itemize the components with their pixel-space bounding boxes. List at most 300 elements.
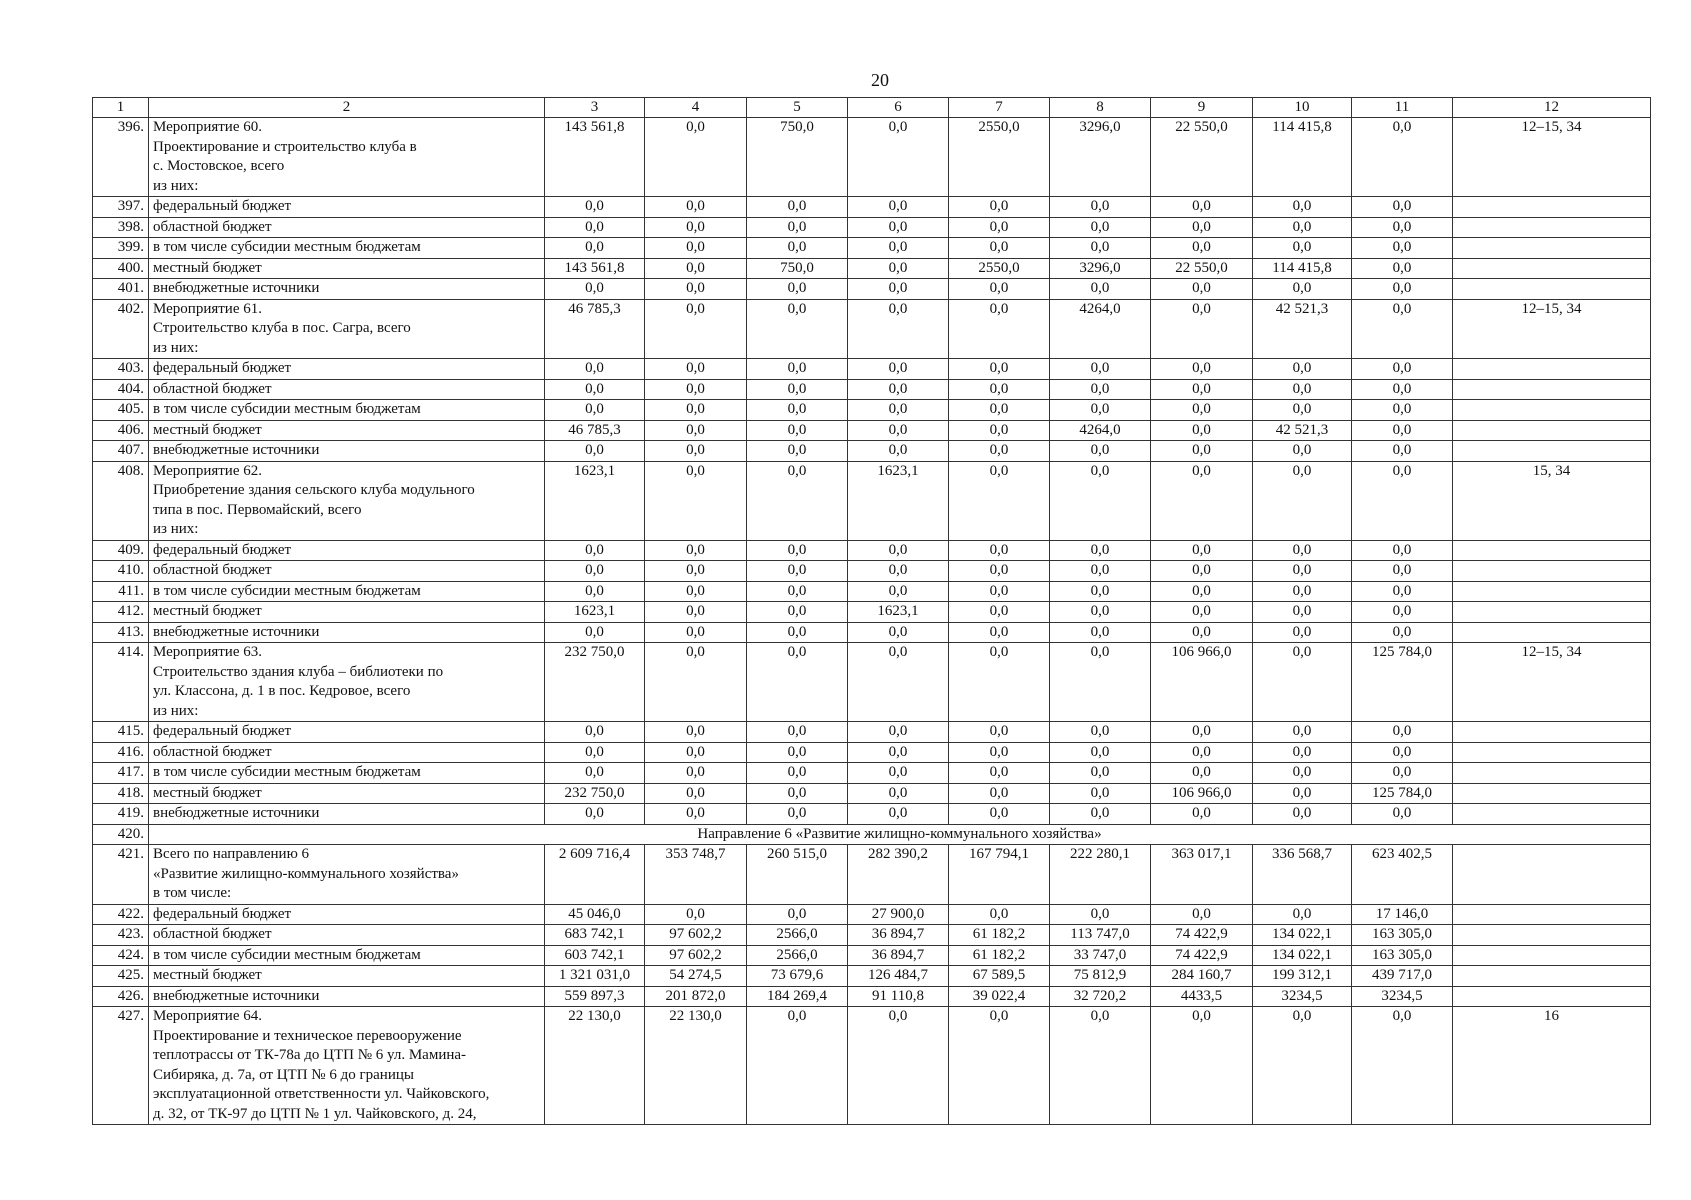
value-cell: 0,0 xyxy=(1352,299,1453,359)
column-header: 8 xyxy=(1050,98,1151,118)
row-name: федеральный бюджет xyxy=(149,359,545,380)
value-cell: 0,0 xyxy=(1151,279,1253,300)
value-cell: 750,0 xyxy=(747,258,848,279)
value-cell: 0,0 xyxy=(645,359,747,380)
value-cell: 0,0 xyxy=(949,197,1050,218)
value-cell: 0,0 xyxy=(747,742,848,763)
value-cell: 67 589,5 xyxy=(949,966,1050,987)
value-cell: 353 748,7 xyxy=(645,845,747,905)
value-cell: 0,0 xyxy=(747,783,848,804)
value-cell: 0,0 xyxy=(848,742,949,763)
row-number: 404. xyxy=(93,379,149,400)
value-cell: 0,0 xyxy=(1352,118,1453,197)
value-cell: 0,0 xyxy=(747,622,848,643)
value-cell: 125 784,0 xyxy=(1352,643,1453,722)
column-header: 6 xyxy=(848,98,949,118)
row-name: областной бюджет xyxy=(149,561,545,582)
value-cell: 0,0 xyxy=(545,279,645,300)
value-cell: 91 110,8 xyxy=(848,986,949,1007)
value-cell: 2566,0 xyxy=(747,925,848,946)
value-cell: 3296,0 xyxy=(1050,118,1151,197)
value-cell: 0,0 xyxy=(1253,763,1352,784)
value-cell: 0,0 xyxy=(949,238,1050,259)
value-cell: 0,0 xyxy=(949,379,1050,400)
value-cell: 439 717,0 xyxy=(1352,966,1453,987)
column-header: 7 xyxy=(949,98,1050,118)
row-number: 413. xyxy=(93,622,149,643)
value-cell: 22 550,0 xyxy=(1151,118,1253,197)
value-cell: 97 602,2 xyxy=(645,925,747,946)
value-cell: 32 720,2 xyxy=(1050,986,1151,1007)
value-cell: 0,0 xyxy=(1352,722,1453,743)
value-cell: 0,0 xyxy=(1151,561,1253,582)
value-cell: 0,0 xyxy=(1050,622,1151,643)
value-cell: 0,0 xyxy=(949,622,1050,643)
value-cell: 4264,0 xyxy=(1050,299,1151,359)
value-cell: 363 017,1 xyxy=(1151,845,1253,905)
value-cell: 0,0 xyxy=(1050,763,1151,784)
value-cell: 61 182,2 xyxy=(949,925,1050,946)
row-name: в том числе субсидии местным бюджетам xyxy=(149,238,545,259)
target-ref xyxy=(1453,400,1651,421)
value-cell: 0,0 xyxy=(545,742,645,763)
value-cell: 0,0 xyxy=(1253,279,1352,300)
value-cell: 0,0 xyxy=(949,217,1050,238)
value-cell: 114 415,8 xyxy=(1253,118,1352,197)
target-ref xyxy=(1453,945,1651,966)
value-cell: 0,0 xyxy=(1253,359,1352,380)
value-cell: 0,0 xyxy=(1253,622,1352,643)
value-cell: 0,0 xyxy=(1151,299,1253,359)
row-number: 409. xyxy=(93,540,149,561)
value-cell: 0,0 xyxy=(645,763,747,784)
table-row xyxy=(93,966,1651,987)
value-cell: 0,0 xyxy=(1352,561,1453,582)
value-cell: 1 321 031,0 xyxy=(545,966,645,987)
value-cell: 0,0 xyxy=(747,581,848,602)
row-name: областной бюджет xyxy=(149,217,545,238)
row-name: внебюджетные источники xyxy=(149,804,545,825)
table-row xyxy=(93,742,1651,763)
table-row xyxy=(93,904,1651,925)
value-cell: 0,0 xyxy=(545,217,645,238)
table-row xyxy=(93,238,1651,259)
value-cell: 33 747,0 xyxy=(1050,945,1151,966)
value-cell: 0,0 xyxy=(1352,258,1453,279)
value-cell: 0,0 xyxy=(645,197,747,218)
value-cell: 46 785,3 xyxy=(545,299,645,359)
target-ref xyxy=(1453,258,1651,279)
value-cell: 0,0 xyxy=(645,461,747,540)
row-number: 407. xyxy=(93,441,149,462)
column-header: 1 xyxy=(93,98,149,118)
row-name: местный бюджет xyxy=(149,783,545,804)
value-cell: 0,0 xyxy=(949,602,1050,623)
row-name: местный бюджет xyxy=(149,258,545,279)
value-cell: 0,0 xyxy=(1050,279,1151,300)
value-cell: 113 747,0 xyxy=(1050,925,1151,946)
value-cell: 0,0 xyxy=(1050,238,1151,259)
target-ref xyxy=(1453,561,1651,582)
value-cell: 0,0 xyxy=(848,379,949,400)
value-cell: 0,0 xyxy=(1352,763,1453,784)
value-cell: 0,0 xyxy=(848,118,949,197)
value-cell: 97 602,2 xyxy=(645,945,747,966)
value-cell: 0,0 xyxy=(1253,379,1352,400)
value-cell: 0,0 xyxy=(1050,804,1151,825)
value-cell: 134 022,1 xyxy=(1253,945,1352,966)
value-cell: 0,0 xyxy=(1151,602,1253,623)
table-row xyxy=(93,804,1651,825)
row-name: в том числе субсидии местным бюджетам xyxy=(149,581,545,602)
table-row xyxy=(93,441,1651,462)
value-cell: 0,0 xyxy=(747,763,848,784)
value-cell: 0,0 xyxy=(747,400,848,421)
value-cell: 0,0 xyxy=(645,904,747,925)
value-cell: 0,0 xyxy=(848,400,949,421)
value-cell: 0,0 xyxy=(545,238,645,259)
value-cell: 0,0 xyxy=(1050,441,1151,462)
table-row xyxy=(93,400,1651,421)
value-cell: 0,0 xyxy=(848,804,949,825)
value-cell: 0,0 xyxy=(545,763,645,784)
value-cell: 0,0 xyxy=(949,279,1050,300)
value-cell: 114 415,8 xyxy=(1253,258,1352,279)
value-cell: 0,0 xyxy=(747,561,848,582)
value-cell: 0,0 xyxy=(645,420,747,441)
value-cell: 0,0 xyxy=(1352,1007,1453,1125)
value-cell: 0,0 xyxy=(645,258,747,279)
target-ref xyxy=(1453,441,1651,462)
table-row xyxy=(93,118,1651,197)
value-cell: 0,0 xyxy=(1151,581,1253,602)
value-cell: 0,0 xyxy=(848,581,949,602)
target-ref xyxy=(1453,804,1651,825)
value-cell: 0,0 xyxy=(645,379,747,400)
target-ref xyxy=(1453,986,1651,1007)
value-cell: 0,0 xyxy=(848,279,949,300)
table-row xyxy=(93,945,1651,966)
row-name: Мероприятие 60. Проектирование и строительство клуба в с. Мостовское, всего из них: xyxy=(149,118,545,197)
value-cell: 0,0 xyxy=(645,742,747,763)
value-cell: 0,0 xyxy=(747,217,848,238)
value-cell: 75 812,9 xyxy=(1050,966,1151,987)
table-row xyxy=(93,643,1651,722)
value-cell: 0,0 xyxy=(1050,783,1151,804)
value-cell: 163 305,0 xyxy=(1352,945,1453,966)
row-number: 398. xyxy=(93,217,149,238)
row-number: 420. xyxy=(93,824,149,845)
column-header: 11 xyxy=(1352,98,1453,118)
table-row xyxy=(93,602,1651,623)
value-cell: 0,0 xyxy=(949,420,1050,441)
row-name: местный бюджет xyxy=(149,966,545,987)
value-cell: 2 609 716,4 xyxy=(545,845,645,905)
value-cell: 163 305,0 xyxy=(1352,925,1453,946)
value-cell: 282 390,2 xyxy=(848,845,949,905)
value-cell: 0,0 xyxy=(1253,904,1352,925)
value-cell: 0,0 xyxy=(1253,561,1352,582)
value-cell: 0,0 xyxy=(1050,602,1151,623)
value-cell: 0,0 xyxy=(545,379,645,400)
target-ref: 16 xyxy=(1453,1007,1651,1125)
value-cell: 22 550,0 xyxy=(1151,258,1253,279)
value-cell: 1623,1 xyxy=(545,602,645,623)
value-cell: 0,0 xyxy=(949,540,1050,561)
row-number: 422. xyxy=(93,904,149,925)
value-cell: 0,0 xyxy=(949,561,1050,582)
value-cell: 0,0 xyxy=(1253,1007,1352,1125)
row-name: областной бюджет xyxy=(149,925,545,946)
value-cell: 750,0 xyxy=(747,118,848,197)
value-cell: 0,0 xyxy=(747,279,848,300)
value-cell: 0,0 xyxy=(848,643,949,722)
value-cell: 0,0 xyxy=(747,804,848,825)
value-cell: 0,0 xyxy=(949,643,1050,722)
value-cell: 1623,1 xyxy=(848,461,949,540)
target-ref xyxy=(1453,238,1651,259)
value-cell: 36 894,7 xyxy=(848,925,949,946)
target-ref xyxy=(1453,602,1651,623)
value-cell: 0,0 xyxy=(747,441,848,462)
value-cell: 0,0 xyxy=(848,763,949,784)
value-cell: 0,0 xyxy=(1050,742,1151,763)
value-cell: 0,0 xyxy=(1253,238,1352,259)
value-cell: 0,0 xyxy=(645,400,747,421)
row-number: 421. xyxy=(93,845,149,905)
table-row xyxy=(93,461,1651,540)
target-ref xyxy=(1453,622,1651,643)
value-cell: 0,0 xyxy=(645,783,747,804)
value-cell: 0,0 xyxy=(747,359,848,380)
table-body xyxy=(93,118,1651,1125)
value-cell: 0,0 xyxy=(1151,359,1253,380)
value-cell: 0,0 xyxy=(1151,622,1253,643)
value-cell: 0,0 xyxy=(848,1007,949,1125)
value-cell: 0,0 xyxy=(1352,238,1453,259)
value-cell: 61 182,2 xyxy=(949,945,1050,966)
table-row xyxy=(93,783,1651,804)
value-cell: 0,0 xyxy=(747,299,848,359)
target-ref: 12–15, 34 xyxy=(1453,643,1651,722)
value-cell: 0,0 xyxy=(645,441,747,462)
value-cell: 54 274,5 xyxy=(645,966,747,987)
value-cell: 3234,5 xyxy=(1352,986,1453,1007)
value-cell: 0,0 xyxy=(949,299,1050,359)
value-cell: 184 269,4 xyxy=(747,986,848,1007)
section-heading: Направление 6 «Развитие жилищно-коммунального хозяйства» xyxy=(149,824,1651,845)
value-cell: 0,0 xyxy=(1151,379,1253,400)
row-name: внебюджетные источники xyxy=(149,279,545,300)
value-cell: 199 312,1 xyxy=(1253,966,1352,987)
value-cell: 0,0 xyxy=(949,400,1050,421)
value-cell: 22 130,0 xyxy=(645,1007,747,1125)
row-number: 408. xyxy=(93,461,149,540)
value-cell: 0,0 xyxy=(1151,217,1253,238)
value-cell: 0,0 xyxy=(1352,581,1453,602)
table-row xyxy=(93,845,1651,905)
target-ref xyxy=(1453,783,1651,804)
row-name: Мероприятие 62. Приобретение здания сельского клуба модульного типа в пос. Первомайский, всего из них: xyxy=(149,461,545,540)
row-name: областной бюджет xyxy=(149,742,545,763)
column-header: 2 xyxy=(149,98,545,118)
value-cell: 27 900,0 xyxy=(848,904,949,925)
table-row xyxy=(93,986,1651,1007)
row-name: местный бюджет xyxy=(149,420,545,441)
row-name: Мероприятие 61. Строительство клуба в пос. Сагра, всего из них: xyxy=(149,299,545,359)
column-header: 3 xyxy=(545,98,645,118)
value-cell: 0,0 xyxy=(1253,461,1352,540)
value-cell: 0,0 xyxy=(545,561,645,582)
value-cell: 0,0 xyxy=(1352,622,1453,643)
table-row xyxy=(93,561,1651,582)
target-ref xyxy=(1453,359,1651,380)
value-cell: 0,0 xyxy=(645,279,747,300)
value-cell: 106 966,0 xyxy=(1151,783,1253,804)
row-number: 401. xyxy=(93,279,149,300)
target-ref xyxy=(1453,379,1651,400)
value-cell: 0,0 xyxy=(747,722,848,743)
value-cell: 17 146,0 xyxy=(1352,904,1453,925)
row-name: в том числе субсидии местным бюджетам xyxy=(149,945,545,966)
value-cell: 0,0 xyxy=(1050,1007,1151,1125)
value-cell: 0,0 xyxy=(1050,561,1151,582)
table-row xyxy=(93,1007,1651,1125)
value-cell: 42 521,3 xyxy=(1253,299,1352,359)
value-cell: 0,0 xyxy=(1352,461,1453,540)
table-row xyxy=(93,299,1651,359)
value-cell: 0,0 xyxy=(747,461,848,540)
value-cell: 0,0 xyxy=(1050,722,1151,743)
value-cell: 260 515,0 xyxy=(747,845,848,905)
value-cell: 0,0 xyxy=(545,804,645,825)
value-cell: 0,0 xyxy=(1151,1007,1253,1125)
row-number: 424. xyxy=(93,945,149,966)
value-cell: 232 750,0 xyxy=(545,783,645,804)
value-cell: 0,0 xyxy=(848,540,949,561)
value-cell: 0,0 xyxy=(1253,540,1352,561)
row-name: федеральный бюджет xyxy=(149,722,545,743)
value-cell: 0,0 xyxy=(645,602,747,623)
value-cell: 0,0 xyxy=(1050,904,1151,925)
value-cell: 3296,0 xyxy=(1050,258,1151,279)
value-cell: 0,0 xyxy=(1151,904,1253,925)
value-cell: 232 750,0 xyxy=(545,643,645,722)
value-cell: 0,0 xyxy=(545,722,645,743)
value-cell: 0,0 xyxy=(545,540,645,561)
value-cell: 0,0 xyxy=(949,722,1050,743)
value-cell: 0,0 xyxy=(949,783,1050,804)
value-cell: 125 784,0 xyxy=(1352,783,1453,804)
table-row xyxy=(93,279,1651,300)
row-number: 418. xyxy=(93,783,149,804)
value-cell: 0,0 xyxy=(1151,742,1253,763)
value-cell: 0,0 xyxy=(1151,197,1253,218)
row-name: Всего по направлению 6 «Развитие жилищно-коммунального хозяйства» в том числе: xyxy=(149,845,545,905)
value-cell: 1623,1 xyxy=(545,461,645,540)
row-name: внебюджетные источники xyxy=(149,622,545,643)
target-ref xyxy=(1453,217,1651,238)
table-row xyxy=(93,197,1651,218)
value-cell: 0,0 xyxy=(645,622,747,643)
value-cell: 0,0 xyxy=(645,238,747,259)
value-cell: 0,0 xyxy=(1050,581,1151,602)
value-cell: 0,0 xyxy=(1151,441,1253,462)
target-ref xyxy=(1453,279,1651,300)
target-ref xyxy=(1453,925,1651,946)
table-row xyxy=(93,258,1651,279)
value-cell: 0,0 xyxy=(645,217,747,238)
row-number: 416. xyxy=(93,742,149,763)
row-number: 397. xyxy=(93,197,149,218)
value-cell: 0,0 xyxy=(949,904,1050,925)
value-cell: 0,0 xyxy=(1151,238,1253,259)
value-cell: 0,0 xyxy=(747,197,848,218)
row-number: 427. xyxy=(93,1007,149,1125)
value-cell: 0,0 xyxy=(1352,197,1453,218)
value-cell: 0,0 xyxy=(747,602,848,623)
value-cell: 2550,0 xyxy=(949,118,1050,197)
value-cell: 0,0 xyxy=(1151,420,1253,441)
table-row xyxy=(93,824,1651,845)
row-name: Мероприятие 64. Проектирование и техническое перевооружение теплотрассы от ТК-78а до ЦТП № 6 ул. Мамина- Сибиряка, д. 7а, от ЦТП № 6 до границы эксплуатационной ответственности ул. Чайковского, д. 32, от ТК-97 до ЦТП № 1 ул. Чайковского, д. 24, xyxy=(149,1007,545,1125)
value-cell: 0,0 xyxy=(1253,602,1352,623)
row-name: местный бюджет xyxy=(149,602,545,623)
row-number: 426. xyxy=(93,986,149,1007)
value-cell: 0,0 xyxy=(747,379,848,400)
target-ref xyxy=(1453,742,1651,763)
value-cell: 0,0 xyxy=(747,904,848,925)
row-name: в том числе субсидии местным бюджетам xyxy=(149,763,545,784)
value-cell: 0,0 xyxy=(1253,742,1352,763)
column-header: 9 xyxy=(1151,98,1253,118)
table-row xyxy=(93,722,1651,743)
target-ref xyxy=(1453,845,1651,905)
value-cell: 559 897,3 xyxy=(545,986,645,1007)
value-cell: 45 046,0 xyxy=(545,904,645,925)
row-number: 414. xyxy=(93,643,149,722)
value-cell: 0,0 xyxy=(1253,441,1352,462)
value-cell: 74 422,9 xyxy=(1151,925,1253,946)
page-number: 20 xyxy=(871,70,889,90)
value-cell: 0,0 xyxy=(949,742,1050,763)
value-cell: 0,0 xyxy=(1352,540,1453,561)
table-row xyxy=(93,217,1651,238)
row-number: 410. xyxy=(93,561,149,582)
column-header: 12 xyxy=(1453,98,1651,118)
value-cell: 0,0 xyxy=(848,258,949,279)
value-cell: 0,0 xyxy=(848,783,949,804)
value-cell: 126 484,7 xyxy=(848,966,949,987)
row-name: внебюджетные источники xyxy=(149,986,545,1007)
value-cell: 0,0 xyxy=(747,1007,848,1125)
target-ref xyxy=(1453,763,1651,784)
target-ref xyxy=(1453,904,1651,925)
value-cell: 0,0 xyxy=(1151,400,1253,421)
row-name: в том числе субсидии местным бюджетам xyxy=(149,400,545,421)
target-ref: 12–15, 34 xyxy=(1453,299,1651,359)
value-cell: 0,0 xyxy=(1050,359,1151,380)
value-cell: 0,0 xyxy=(1253,804,1352,825)
value-cell: 0,0 xyxy=(1253,217,1352,238)
value-cell: 222 280,1 xyxy=(1050,845,1151,905)
value-cell: 0,0 xyxy=(1050,379,1151,400)
value-cell: 0,0 xyxy=(949,359,1050,380)
value-cell: 0,0 xyxy=(1050,217,1151,238)
column-header: 10 xyxy=(1253,98,1352,118)
value-cell: 36 894,7 xyxy=(848,945,949,966)
value-cell: 3234,5 xyxy=(1253,986,1352,1007)
